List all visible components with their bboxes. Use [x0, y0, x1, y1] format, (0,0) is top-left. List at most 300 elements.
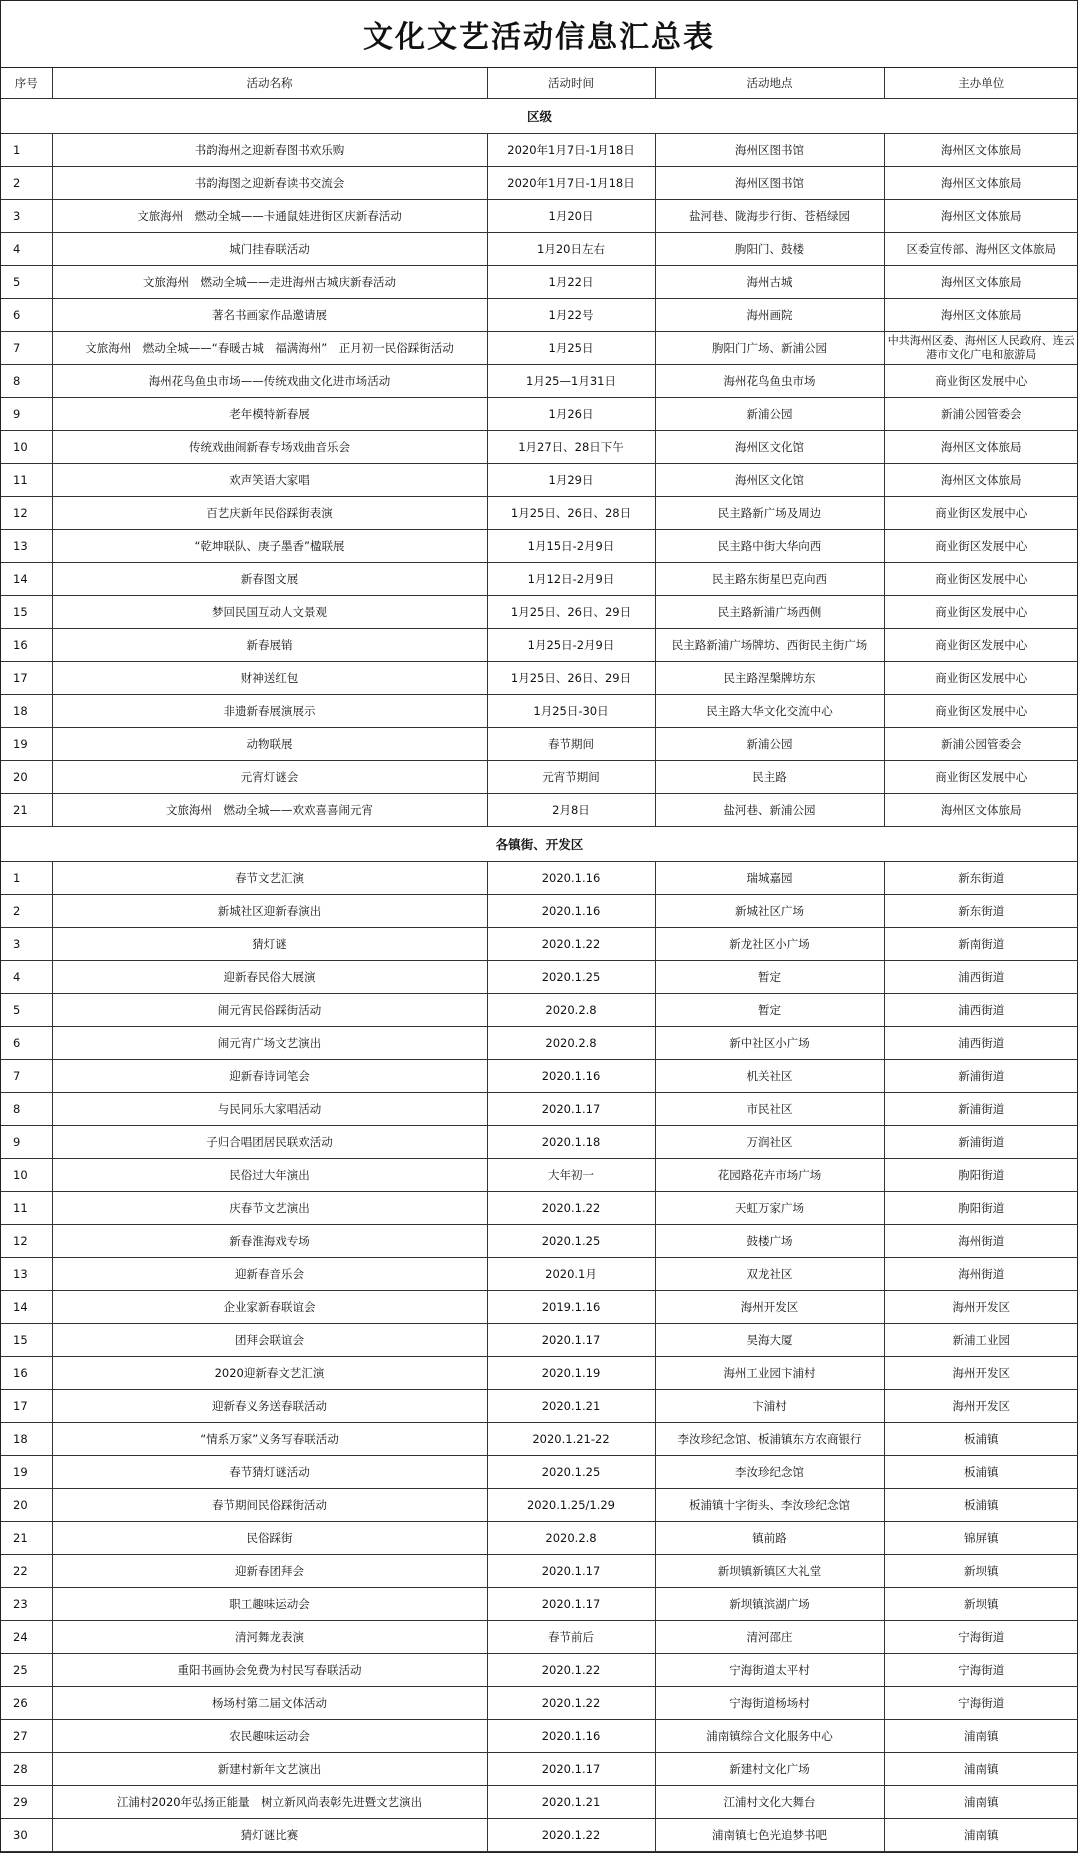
cell-activity-name: 文旅海州 燃动全城——卡通鼠娃进街区庆新春活动 [52, 200, 487, 233]
cell-activity-time: 2020.1.22 [487, 1819, 655, 1852]
cell-activity-location: 朐阳门广场、新浦公园 [655, 332, 884, 365]
cell-activity-location: 瑞城嘉园 [655, 862, 884, 895]
cell-activity-location: 新坝镇滨湖广场 [655, 1588, 884, 1621]
cell-index: 13 [1, 530, 52, 563]
cell-organizer: 海州区文体旅局 [884, 299, 1078, 332]
cell-index: 15 [1, 596, 52, 629]
cell-activity-location: 昊海大厦 [655, 1324, 884, 1357]
header-row [1, 68, 1078, 99]
cell-activity-location: 鼓楼广场 [655, 1225, 884, 1258]
cell-activity-time: 2020.1.17 [487, 1588, 655, 1621]
cell-organizer: 宁海街道 [884, 1654, 1078, 1687]
cell-activity-time: 1月25日 [487, 332, 655, 365]
cell-index: 18 [1, 695, 52, 728]
cell-activity-name: 猜灯谜 [52, 928, 487, 961]
table-row [1, 431, 1078, 464]
header-index: 序号 [1, 68, 52, 99]
cell-organizer: 新浦街道 [884, 1060, 1078, 1093]
cell-index: 6 [1, 299, 52, 332]
cell-index: 8 [1, 1093, 52, 1126]
cell-activity-location: 新城社区广场 [655, 895, 884, 928]
cell-activity-location: 卞浦村 [655, 1390, 884, 1423]
cell-activity-name: 子归合唱团居民联欢活动 [52, 1126, 487, 1159]
cell-activity-name: 职工趣味运动会 [52, 1588, 487, 1621]
table-row [1, 1753, 1078, 1786]
header-activity-time: 活动时间 [487, 68, 655, 99]
cell-activity-time: 1月25日、26日、29日 [487, 596, 655, 629]
cell-activity-location: 朐阳门、鼓楼 [655, 233, 884, 266]
cell-activity-name: 江浦村2020年弘扬正能量 树立新风尚表彰先进暨文艺演出 [52, 1786, 487, 1819]
table-row [1, 1720, 1078, 1753]
cell-activity-time: 2020.1.22 [487, 928, 655, 961]
cell-activity-time: 1月25日-30日 [487, 695, 655, 728]
table-row [1, 961, 1078, 994]
cell-activity-time: 1月15日-2月9日 [487, 530, 655, 563]
cell-activity-location: 海州区图书馆 [655, 134, 884, 167]
cell-activity-name: 迎新春义务送春联活动 [52, 1390, 487, 1423]
cell-activity-name: 团拜会联谊会 [52, 1324, 487, 1357]
cell-activity-name: 民俗踩街 [52, 1522, 487, 1555]
section-title: 区级 [1, 99, 1078, 134]
cell-index: 12 [1, 1225, 52, 1258]
cell-index: 1 [1, 134, 52, 167]
cell-index: 4 [1, 961, 52, 994]
cell-activity-time: 2020.1.19 [487, 1357, 655, 1390]
cell-activity-time: 2020.1.21 [487, 1786, 655, 1819]
cell-index: 24 [1, 1621, 52, 1654]
cell-activity-location: 海州区文化馆 [655, 464, 884, 497]
cell-organizer: 商业街区发展中心 [884, 629, 1078, 662]
cell-activity-name: 文旅海州 燃动全城——“春暖古城 福满海州” 正月初一民俗踩街活动 [52, 332, 487, 365]
table-row [1, 1819, 1078, 1852]
table-row [1, 497, 1078, 530]
cell-organizer: 海州区文体旅局 [884, 266, 1078, 299]
cell-activity-time: 1月25日、26日、28日 [487, 497, 655, 530]
cell-activity-name: 海州花鸟鱼虫市场——传统戏曲文化进市场活动 [52, 365, 487, 398]
cell-activity-location: 民主路 [655, 761, 884, 794]
table-row [1, 1588, 1078, 1621]
cell-activity-name: 春节期间民俗踩街活动 [52, 1489, 487, 1522]
cell-index: 30 [1, 1819, 52, 1852]
table-row [1, 1555, 1078, 1588]
cell-activity-location: 新中社区小广场 [655, 1027, 884, 1060]
cell-activity-name: 闹元宵广场文艺演出 [52, 1027, 487, 1060]
cell-organizer: 新坝镇 [884, 1588, 1078, 1621]
cell-index: 21 [1, 794, 52, 827]
cell-activity-name: 与民同乐大家唱活动 [52, 1093, 487, 1126]
cell-activity-location: 海州花鸟鱼虫市场 [655, 365, 884, 398]
cell-activity-time: 2020.1.25 [487, 961, 655, 994]
cell-index: 9 [1, 1126, 52, 1159]
cell-organizer: 板浦镇 [884, 1456, 1078, 1489]
cell-activity-name: 百艺庆新年民俗踩街表演 [52, 497, 487, 530]
cell-activity-location: 宁海街道杨场村 [655, 1687, 884, 1720]
table-row [1, 1060, 1078, 1093]
cell-organizer: 海州开发区 [884, 1390, 1078, 1423]
cell-activity-time: 2020.1.16 [487, 895, 655, 928]
cell-index: 23 [1, 1588, 52, 1621]
table-row [1, 530, 1078, 563]
cell-activity-time: 2020.1月 [487, 1258, 655, 1291]
cell-organizer: 朐阳街道 [884, 1159, 1078, 1192]
cell-activity-name: 动物联展 [52, 728, 487, 761]
table-row [1, 365, 1078, 398]
table-row [1, 1621, 1078, 1654]
table-row [1, 266, 1078, 299]
cell-index: 10 [1, 431, 52, 464]
cell-activity-name: 新建村新年文艺演出 [52, 1753, 487, 1786]
cell-organizer: 商业街区发展中心 [884, 365, 1078, 398]
cell-index: 2 [1, 895, 52, 928]
cell-activity-name: 新春淮海戏专场 [52, 1225, 487, 1258]
cell-index: 14 [1, 1291, 52, 1324]
table-row [1, 1456, 1078, 1489]
cell-activity-name: 春节文艺汇演 [52, 862, 487, 895]
cell-activity-time: 1月27日、28日下午 [487, 431, 655, 464]
cell-activity-time: 2020.2.8 [487, 994, 655, 1027]
cell-activity-time: 2020.1.16 [487, 862, 655, 895]
cell-index: 19 [1, 728, 52, 761]
cell-activity-name: 老年模特新春展 [52, 398, 487, 431]
cell-organizer: 新浦公园管委会 [884, 728, 1078, 761]
cell-activity-location: 双龙社区 [655, 1258, 884, 1291]
cell-index: 22 [1, 1555, 52, 1588]
cell-activity-name: 非遗新春展演展示 [52, 695, 487, 728]
cell-organizer: 浦南镇 [884, 1753, 1078, 1786]
cell-activity-time: 2020.1.25 [487, 1225, 655, 1258]
cell-index: 21 [1, 1522, 52, 1555]
cell-activity-time: 2020.1.16 [487, 1720, 655, 1753]
table-row [1, 233, 1078, 266]
cell-organizer: 商业街区发展中心 [884, 563, 1078, 596]
cell-activity-name: 清河舞龙表演 [52, 1621, 487, 1654]
table-row [1, 1225, 1078, 1258]
cell-activity-location: 江浦村文化大舞台 [655, 1786, 884, 1819]
cell-activity-time: 2020.2.8 [487, 1027, 655, 1060]
cell-activity-time: 1月29日 [487, 464, 655, 497]
cell-activity-location: 李汝珍纪念馆、板浦镇东方农商银行 [655, 1423, 884, 1456]
cell-index: 27 [1, 1720, 52, 1753]
section-header-row [1, 827, 1078, 862]
table-row [1, 1687, 1078, 1720]
table-row [1, 794, 1078, 827]
cell-activity-name: 迎新春诗词笔会 [52, 1060, 487, 1093]
cell-activity-name: 新城社区迎新春演出 [52, 895, 487, 928]
cell-organizer: 新东街道 [884, 895, 1078, 928]
cell-index: 9 [1, 398, 52, 431]
cell-activity-time: 1月25日、26日、29日 [487, 662, 655, 695]
cell-activity-location: 新浦公园 [655, 728, 884, 761]
cell-activity-location: 民主路涅槃牌坊东 [655, 662, 884, 695]
table-row [1, 1159, 1078, 1192]
cell-activity-time: 1月22日 [487, 266, 655, 299]
cell-organizer: 朐阳街道 [884, 1192, 1078, 1225]
section-header-row [1, 99, 1078, 134]
cell-activity-time: 1月25日-2月9日 [487, 629, 655, 662]
activity-table [1, 68, 1078, 1852]
cell-activity-time: 2020.1.22 [487, 1654, 655, 1687]
cell-organizer: 新浦街道 [884, 1126, 1078, 1159]
cell-organizer: 商业街区发展中心 [884, 761, 1078, 794]
cell-index: 12 [1, 497, 52, 530]
cell-activity-location: 机关社区 [655, 1060, 884, 1093]
cell-organizer: 海州街道 [884, 1225, 1078, 1258]
header-activity-name: 活动名称 [52, 68, 487, 99]
cell-activity-time: 2020年1月7日-1月18日 [487, 167, 655, 200]
cell-organizer: 浦西街道 [884, 994, 1078, 1027]
cell-activity-location: 民主路新浦广场西侧 [655, 596, 884, 629]
cell-activity-location: 花园路花卉市场广场 [655, 1159, 884, 1192]
cell-activity-location: 宁海街道太平村 [655, 1654, 884, 1687]
cell-activity-name: 民俗过大年演出 [52, 1159, 487, 1192]
cell-activity-location: 新浦公园 [655, 398, 884, 431]
table-row [1, 994, 1078, 1027]
cell-activity-time: 2020.1.17 [487, 1324, 655, 1357]
cell-organizer: 海州区文体旅局 [884, 431, 1078, 464]
cell-activity-name: 城门挂春联活动 [52, 233, 487, 266]
cell-activity-time: 大年初一 [487, 1159, 655, 1192]
table-row [1, 1093, 1078, 1126]
cell-activity-location: 海州开发区 [655, 1291, 884, 1324]
cell-activity-location: 民主路东街星巴克向西 [655, 563, 884, 596]
cell-activity-time: 2020.1.17 [487, 1753, 655, 1786]
cell-index: 29 [1, 1786, 52, 1819]
cell-activity-name: “乾坤联队、庚子墨香”楹联展 [52, 530, 487, 563]
table-row [1, 895, 1078, 928]
table-row [1, 1126, 1078, 1159]
cell-activity-location: 盐河巷、陇海步行街、苍梧绿园 [655, 200, 884, 233]
cell-activity-name: 文旅海州 燃动全城——欢欢喜喜闹元宵 [52, 794, 487, 827]
cell-activity-time: 2020.1.18 [487, 1126, 655, 1159]
cell-organizer: 锦屏镇 [884, 1522, 1078, 1555]
header-organizer: 主办单位 [884, 68, 1078, 99]
cell-activity-location: 新建村文化广场 [655, 1753, 884, 1786]
table-row [1, 1258, 1078, 1291]
cell-activity-location: 海州区文化馆 [655, 431, 884, 464]
cell-activity-location: 万润社区 [655, 1126, 884, 1159]
cell-activity-time: 春节前后 [487, 1621, 655, 1654]
cell-activity-location: 盐河巷、新浦公园 [655, 794, 884, 827]
cell-index: 17 [1, 662, 52, 695]
cell-activity-name: 庆春节文艺演出 [52, 1192, 487, 1225]
cell-organizer: 新南街道 [884, 928, 1078, 961]
table-body [1, 99, 1078, 1852]
table-row [1, 1192, 1078, 1225]
cell-activity-location: 民主路新广场及周边 [655, 497, 884, 530]
cell-activity-name: 春节猜灯谜活动 [52, 1456, 487, 1489]
cell-activity-location: 镇前路 [655, 1522, 884, 1555]
cell-index: 14 [1, 563, 52, 596]
table-row [1, 761, 1078, 794]
cell-activity-time: 2020.1.16 [487, 1060, 655, 1093]
cell-organizer: 新浦公园管委会 [884, 398, 1078, 431]
cell-activity-name: 欢声笑语大家唱 [52, 464, 487, 497]
cell-activity-time: 2020.1.25 [487, 1456, 655, 1489]
table-row [1, 1357, 1078, 1390]
cell-organizer: 新坝镇 [884, 1555, 1078, 1588]
cell-organizer: 海州开发区 [884, 1357, 1078, 1390]
cell-activity-name: 书韵海图之迎新春读书交流会 [52, 167, 487, 200]
cell-index: 7 [1, 332, 52, 365]
cell-index: 11 [1, 464, 52, 497]
cell-index: 6 [1, 1027, 52, 1060]
cell-index: 15 [1, 1324, 52, 1357]
cell-activity-name: 闹元宵民俗踩街活动 [52, 994, 487, 1027]
cell-activity-name: “情系万家”义务写春联活动 [52, 1423, 487, 1456]
cell-activity-time: 2020.1.25/1.29 [487, 1489, 655, 1522]
cell-organizer: 商业街区发展中心 [884, 530, 1078, 563]
cell-organizer: 商业街区发展中心 [884, 596, 1078, 629]
cell-organizer: 海州开发区 [884, 1291, 1078, 1324]
table-row [1, 1423, 1078, 1456]
cell-index: 5 [1, 994, 52, 1027]
cell-activity-location: 清河邵庄 [655, 1621, 884, 1654]
cell-organizer: 中共海州区委、海州区人民政府、连云港市文化广电和旅游局 [884, 332, 1078, 365]
cell-activity-name: 重阳书画协会免费为村民写春联活动 [52, 1654, 487, 1687]
cell-organizer: 海州区文体旅局 [884, 167, 1078, 200]
table-row [1, 1324, 1078, 1357]
cell-organizer: 新浦工业园 [884, 1324, 1078, 1357]
cell-activity-location: 板浦镇十字街头、李汝珍纪念馆 [655, 1489, 884, 1522]
cell-activity-time: 1月22号 [487, 299, 655, 332]
cell-activity-name: 迎新春民俗大展演 [52, 961, 487, 994]
table-row [1, 464, 1078, 497]
cell-index: 11 [1, 1192, 52, 1225]
cell-activity-time: 1月26日 [487, 398, 655, 431]
cell-activity-name: 迎新春团拜会 [52, 1555, 487, 1588]
cell-activity-location: 海州工业园卞浦村 [655, 1357, 884, 1390]
table-row [1, 629, 1078, 662]
header-activity-location: 活动地点 [655, 68, 884, 99]
cell-organizer: 浦西街道 [884, 1027, 1078, 1060]
cell-activity-time: 元宵节期间 [487, 761, 655, 794]
cell-organizer: 区委宣传部、海州区文体旅局 [884, 233, 1078, 266]
cell-activity-location: 市民社区 [655, 1093, 884, 1126]
cell-index: 10 [1, 1159, 52, 1192]
cell-activity-time: 2020.1.21 [487, 1390, 655, 1423]
table-row [1, 1390, 1078, 1423]
cell-organizer: 海州区文体旅局 [884, 134, 1078, 167]
cell-index: 20 [1, 761, 52, 794]
cell-activity-location: 新坝镇新镇区大礼堂 [655, 1555, 884, 1588]
cell-organizer: 宁海街道 [884, 1687, 1078, 1720]
table-row [1, 299, 1078, 332]
cell-activity-name: 企业家新春联谊会 [52, 1291, 487, 1324]
cell-activity-name: 梦回民国互动人文景观 [52, 596, 487, 629]
cell-activity-name: 2020迎新春文艺汇演 [52, 1357, 487, 1390]
cell-index: 16 [1, 629, 52, 662]
cell-activity-name: 新春图文展 [52, 563, 487, 596]
cell-organizer: 浦南镇 [884, 1819, 1078, 1852]
table-row [1, 1522, 1078, 1555]
cell-index: 20 [1, 1489, 52, 1522]
cell-activity-name: 农民趣味运动会 [52, 1720, 487, 1753]
cell-organizer: 浦西街道 [884, 961, 1078, 994]
cell-index: 7 [1, 1060, 52, 1093]
cell-activity-location: 民主路新浦广场牌坊、西街民主街广场 [655, 629, 884, 662]
page-title: 文化文艺活动信息汇总表 [1, 1, 1077, 68]
cell-activity-name: 著名书画家作品邀请展 [52, 299, 487, 332]
cell-index: 2 [1, 167, 52, 200]
cell-activity-location: 海州区图书馆 [655, 167, 884, 200]
cell-index: 25 [1, 1654, 52, 1687]
table-row [1, 1027, 1078, 1060]
cell-activity-name: 迎新春音乐会 [52, 1258, 487, 1291]
cell-activity-time: 2月8日 [487, 794, 655, 827]
table-row [1, 728, 1078, 761]
table-row [1, 695, 1078, 728]
cell-activity-time: 2019.1.16 [487, 1291, 655, 1324]
cell-activity-name: 文旅海州 燃动全城——走进海州古城庆新春活动 [52, 266, 487, 299]
cell-activity-name: 书韵海州之迎新春图书欢乐购 [52, 134, 487, 167]
cell-activity-time: 2020.1.22 [487, 1687, 655, 1720]
table-row [1, 134, 1078, 167]
cell-index: 8 [1, 365, 52, 398]
cell-index: 28 [1, 1753, 52, 1786]
cell-activity-time: 2020年1月7日-1月18日 [487, 134, 655, 167]
cell-organizer: 浦南镇 [884, 1720, 1078, 1753]
cell-activity-name: 传统戏曲闹新春专场戏曲音乐会 [52, 431, 487, 464]
cell-activity-location: 浦南镇综合文化服务中心 [655, 1720, 884, 1753]
cell-organizer: 板浦镇 [884, 1423, 1078, 1456]
cell-activity-time: 1月25—1月31日 [487, 365, 655, 398]
cell-index: 4 [1, 233, 52, 266]
cell-index: 3 [1, 200, 52, 233]
cell-activity-time: 1月12日-2月9日 [487, 563, 655, 596]
table-row [1, 862, 1078, 895]
cell-activity-location: 李汝珍纪念馆 [655, 1456, 884, 1489]
cell-index: 17 [1, 1390, 52, 1423]
table-row [1, 1291, 1078, 1324]
cell-activity-name: 杨场村第二届文体活动 [52, 1687, 487, 1720]
cell-activity-name: 财神送红包 [52, 662, 487, 695]
cell-activity-location: 天虹万家广场 [655, 1192, 884, 1225]
cell-activity-name: 新春展销 [52, 629, 487, 662]
cell-organizer: 新浦街道 [884, 1093, 1078, 1126]
cell-activity-location: 暂定 [655, 994, 884, 1027]
cell-organizer: 海州街道 [884, 1258, 1078, 1291]
cell-organizer: 海州区文体旅局 [884, 794, 1078, 827]
cell-activity-time: 2020.1.21-22 [487, 1423, 655, 1456]
cell-organizer: 商业街区发展中心 [884, 662, 1078, 695]
cell-activity-location: 浦南镇七色光追梦书吧 [655, 1819, 884, 1852]
cell-organizer: 海州区文体旅局 [884, 200, 1078, 233]
cell-organizer: 新东街道 [884, 862, 1078, 895]
table-row [1, 200, 1078, 233]
table-row [1, 167, 1078, 200]
cell-organizer: 商业街区发展中心 [884, 695, 1078, 728]
cell-index: 19 [1, 1456, 52, 1489]
table-row [1, 563, 1078, 596]
cell-activity-location: 暂定 [655, 961, 884, 994]
cell-index: 16 [1, 1357, 52, 1390]
cell-activity-time: 春节期间 [487, 728, 655, 761]
cell-activity-location: 新龙社区小广场 [655, 928, 884, 961]
cell-activity-time: 2020.1.17 [487, 1555, 655, 1588]
cell-organizer: 商业街区发展中心 [884, 497, 1078, 530]
table-row [1, 928, 1078, 961]
cell-activity-name: 猜灯谜比赛 [52, 1819, 487, 1852]
cell-organizer: 海州区文体旅局 [884, 464, 1078, 497]
cell-activity-time: 1月20日 [487, 200, 655, 233]
cell-activity-location: 海州古城 [655, 266, 884, 299]
table-row [1, 398, 1078, 431]
cell-activity-location: 民主路中街大华向西 [655, 530, 884, 563]
cell-organizer: 板浦镇 [884, 1489, 1078, 1522]
table-row [1, 662, 1078, 695]
table-row [1, 1786, 1078, 1819]
table-row [1, 1654, 1078, 1687]
